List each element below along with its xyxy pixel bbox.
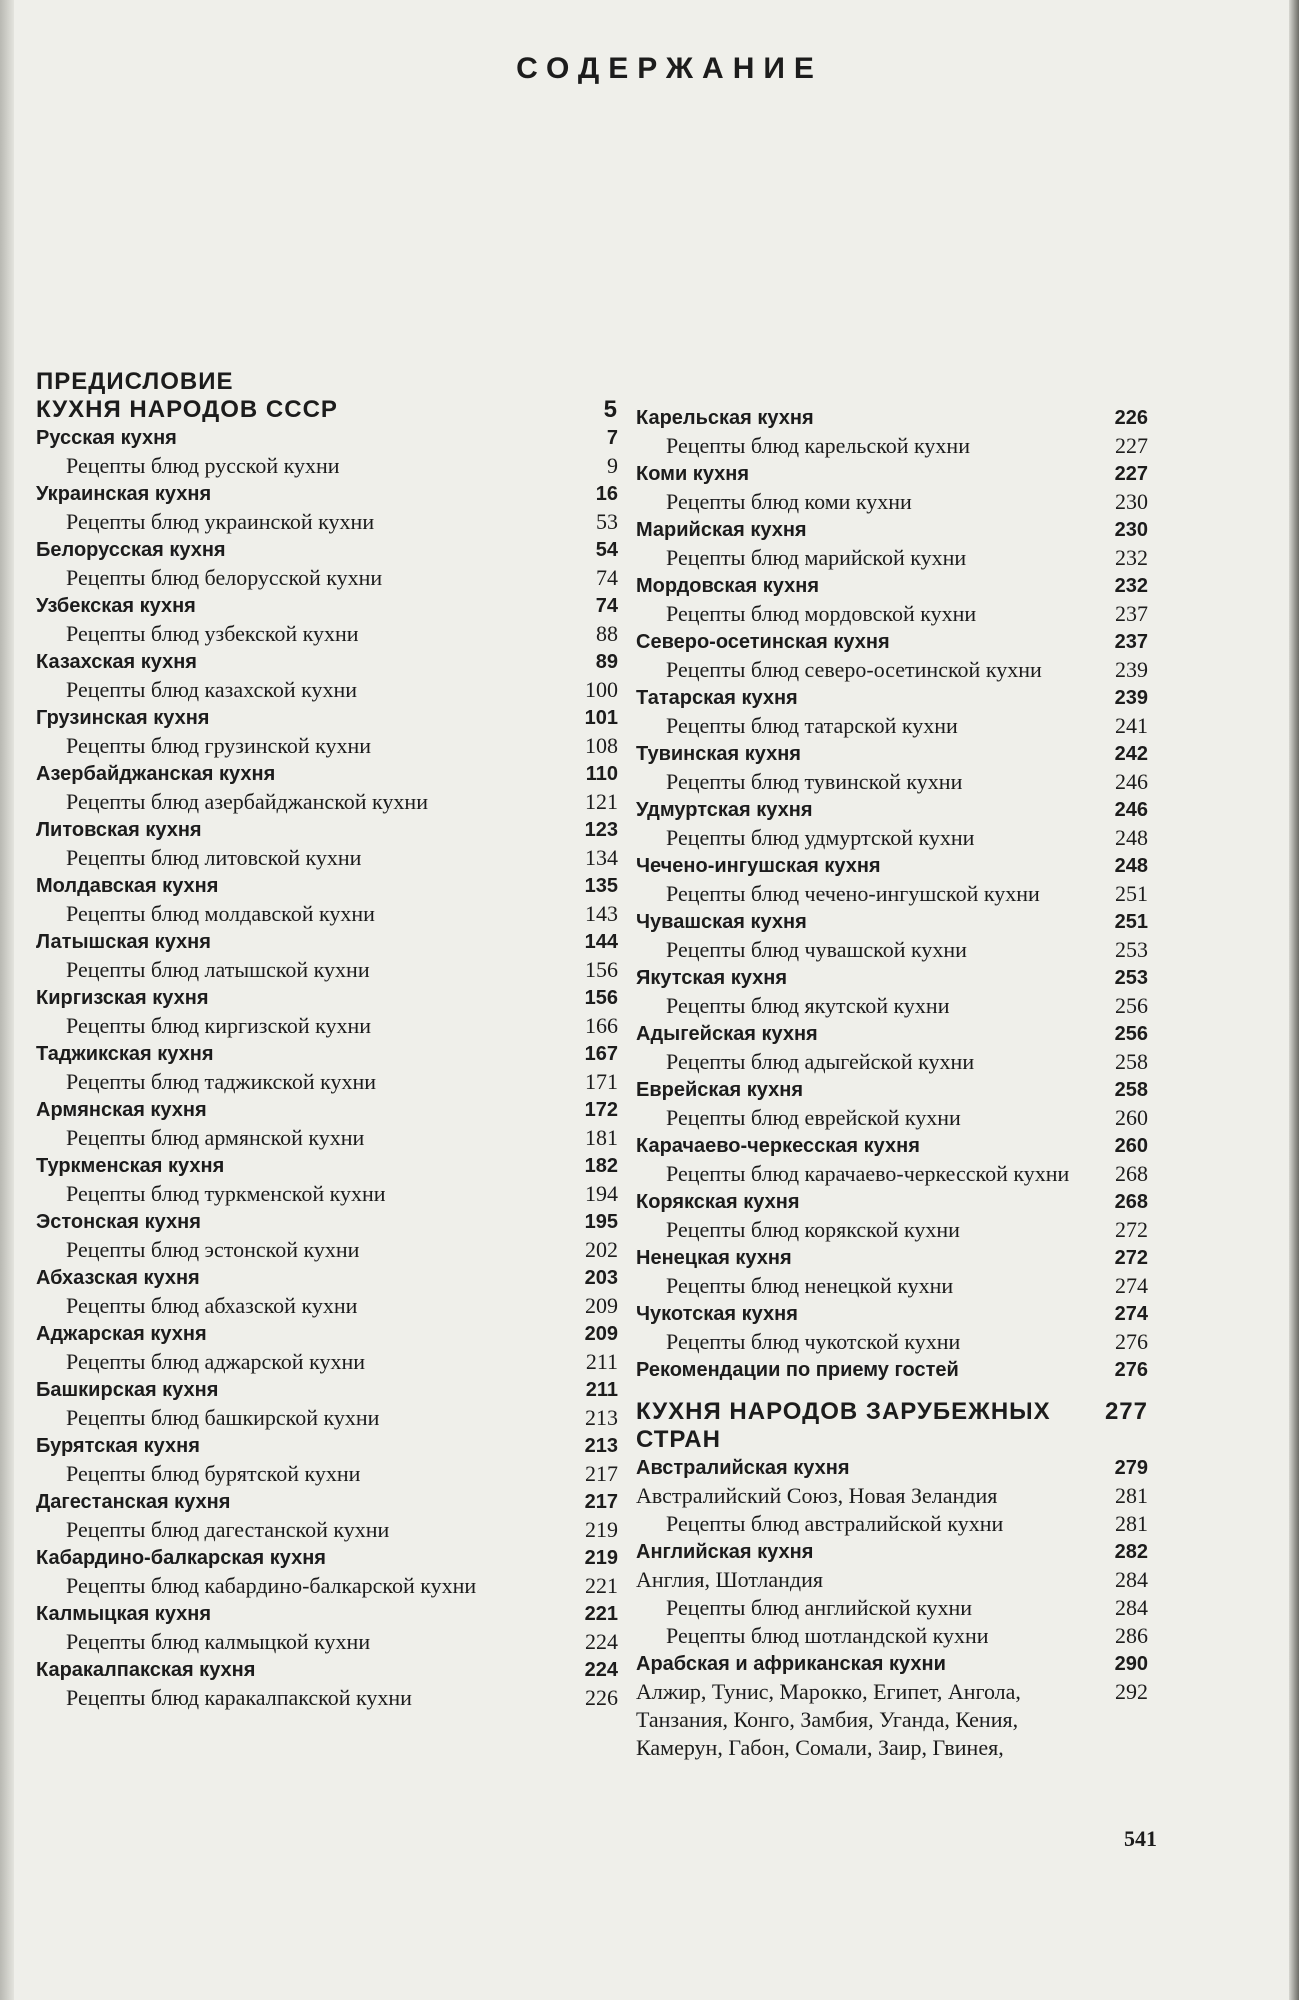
toc-entry-title: Литовская кухня	[36, 819, 202, 841]
toc-entry-page: 260	[1114, 1135, 1148, 1157]
toc-entry-page: 211	[585, 1379, 618, 1401]
toc-entry-title: Рецепты блюд чувашской кухни	[666, 937, 967, 962]
toc-entry-title: Рецепты блюд удмуртской кухни	[666, 825, 975, 850]
toc-entry	[28, 1488, 618, 1516]
toc-entry-title: Молдавская кухня	[36, 875, 219, 897]
toc-entry-title: Рецепты блюд чукотской кухни	[666, 1329, 961, 1354]
toc-entry-page: 209	[585, 1293, 618, 1318]
toc-entry-title: Арабская и африканская кухни	[636, 1653, 946, 1675]
toc-entry-page: 253	[1115, 937, 1148, 962]
toc-entry	[628, 544, 1148, 572]
toc-entry	[628, 768, 1148, 796]
toc-entry-title: Рецепты блюд башкирской кухни	[66, 1405, 380, 1430]
toc-entry	[628, 460, 1148, 488]
toc-entry-title: Рецепты блюд калмыцкой кухни	[66, 1629, 371, 1654]
toc-entry	[628, 1510, 1148, 1538]
toc-entry	[628, 1076, 1148, 1104]
toc-entry-title: Кабардино-балкарская кухня	[36, 1547, 326, 1569]
toc-entry-page: 219	[585, 1517, 618, 1542]
toc-entry-page: 286	[1115, 1623, 1148, 1648]
toc-entry-title: Украинская кухня	[36, 483, 212, 505]
toc-entry	[28, 452, 618, 480]
toc-entry	[28, 592, 618, 620]
toc-entry-title: Корякская кухня	[636, 1191, 800, 1213]
toc-entry	[628, 600, 1148, 628]
toc-entry	[628, 880, 1148, 908]
toc-entry	[28, 1180, 618, 1208]
toc-entry-title: Карачаево-черкесская кухня	[636, 1135, 920, 1157]
toc-entry	[628, 992, 1148, 1020]
toc-entry	[628, 1300, 1148, 1328]
toc-entry-title: Рецепты блюд аджарской кухни	[66, 1349, 366, 1374]
toc-entry-title: ПРЕДИСЛОВИЕ	[36, 368, 234, 395]
toc-entry-page: 226	[1114, 407, 1148, 429]
toc-entry-page: 276	[1114, 1359, 1148, 1381]
toc-entry-page: 284	[1115, 1595, 1148, 1620]
toc-entry-page: 167	[584, 1043, 618, 1065]
toc-entry-page: 258	[1115, 1049, 1148, 1074]
toc-entry	[28, 956, 618, 984]
toc-entry-page: 251	[1115, 881, 1148, 906]
toc-entry	[28, 1152, 618, 1180]
toc-entry	[28, 1012, 618, 1040]
toc-entry	[628, 936, 1148, 964]
toc-entry	[28, 1684, 618, 1712]
toc-entry-page: 221	[584, 1603, 618, 1625]
toc-entry-title: Латышская кухня	[36, 931, 211, 953]
toc-entry-title: Якутская кухня	[636, 967, 788, 989]
toc-entry-title: Чувашская кухня	[636, 911, 807, 933]
toc-entry-title: Рецепты блюд чечено-ингушской кухни	[666, 881, 1040, 906]
toc-entry-title: Белорусская кухня	[36, 539, 226, 561]
toc-entry-title: Узбекская кухня	[36, 595, 196, 617]
page-edge-shadow	[1289, 0, 1299, 2000]
toc-entry	[628, 656, 1148, 684]
toc-entry-page: 213	[584, 1435, 618, 1457]
toc-entry-page: 219	[584, 1547, 618, 1569]
toc-entry	[628, 964, 1148, 992]
toc-entry-page: 224	[584, 1659, 618, 1681]
toc-entry	[628, 1678, 1148, 1762]
toc-entry-title: Аджарская кухня	[36, 1323, 207, 1345]
page-title: СОДЕРЖАНИЕ	[516, 52, 823, 85]
toc-entry-title: Рецепты блюд эстонской кухни	[66, 1237, 360, 1262]
toc-entry-title: Чукотская кухня	[636, 1303, 798, 1325]
toc-entry-page: 230	[1114, 519, 1148, 541]
toc-entry-page: 217	[585, 1461, 618, 1486]
toc-entry-page: 217	[584, 1491, 618, 1513]
toc-entry-title: Рецепты блюд дагестанской кухни	[66, 1517, 390, 1542]
toc-entry-title: Рецепты блюд карельской кухни	[666, 433, 970, 458]
toc-entry-title: Рецепты блюд корякской кухни	[666, 1217, 960, 1242]
toc-entry	[628, 1328, 1148, 1356]
toc-entry-page: 253	[1114, 967, 1148, 989]
toc-entry	[28, 1264, 618, 1292]
toc-entry-title: Казахская кухня	[36, 651, 197, 673]
toc-entry-title: Рецепты блюд абхазской кухни	[66, 1293, 358, 1318]
toc-entry-page: 226	[585, 1685, 618, 1710]
toc-entry	[628, 824, 1148, 852]
toc-entry-page: 282	[1114, 1541, 1148, 1563]
toc-entry-title: Рецепты блюд азербайджанской кухни	[66, 789, 428, 814]
toc-entry-page: 230	[1115, 489, 1148, 514]
toc-entry	[628, 572, 1148, 600]
toc-entry-title: Рецепты блюд узбекской кухни	[66, 621, 359, 646]
toc-entry-page: 211	[585, 1349, 618, 1374]
toc-entry-page: 268	[1114, 1191, 1148, 1213]
toc-entry-page: 232	[1114, 575, 1148, 597]
toc-entry-title: Рецепты блюд английской кухни	[666, 1595, 973, 1620]
toc-entry-page: 224	[585, 1629, 618, 1654]
toc-entry	[628, 712, 1148, 740]
toc-entry-page: 281	[1115, 1511, 1148, 1536]
toc-entry-page: 156	[585, 957, 618, 982]
toc-entry-page: 276	[1115, 1329, 1148, 1354]
toc-entry-title: Рецепты блюд бурятской кухни	[66, 1461, 361, 1486]
toc-entry	[28, 480, 618, 508]
toc-entry	[628, 1272, 1148, 1300]
toc-entry	[628, 1398, 1148, 1454]
toc-entry-page: 260	[1115, 1105, 1148, 1130]
toc-entry-title: Коми кухня	[636, 463, 750, 485]
toc-entry-page: 53	[596, 509, 618, 534]
toc-entry-page: 251	[1114, 911, 1148, 933]
toc-entry-title: Рекомендации по приему гостей	[636, 1359, 959, 1381]
toc-entry-title: Рецепты блюд шотландской кухни	[666, 1623, 989, 1648]
toc-entry-page: 284	[1115, 1567, 1148, 1592]
toc-entry	[628, 1244, 1148, 1272]
toc-entry-page: 221	[585, 1573, 618, 1598]
toc-entry-title: Армянская кухня	[36, 1099, 207, 1121]
toc-entry-page: 181	[585, 1125, 618, 1150]
toc-entry-page: 172	[584, 1099, 618, 1121]
toc-entry-title: Бурятская кухня	[36, 1435, 200, 1457]
toc-entry	[28, 1656, 618, 1684]
toc-entry-page: 171	[585, 1069, 618, 1094]
toc-entry-page: 88	[596, 621, 618, 646]
toc-entry	[28, 1096, 618, 1124]
toc-entry	[628, 740, 1148, 768]
toc-entry-page: 248	[1115, 825, 1148, 850]
toc-entry-page: 110	[585, 763, 618, 785]
toc-entry-page: 227	[1114, 463, 1148, 485]
toc-entry-page: 123	[584, 819, 618, 841]
toc-entry-title: Тувинская кухня	[636, 743, 801, 765]
toc-entry-title: Киргизская кухня	[36, 987, 209, 1009]
toc-entry	[28, 424, 618, 452]
toc-entry	[628, 1160, 1148, 1188]
toc-entry	[28, 1432, 618, 1460]
toc-entry	[628, 1048, 1148, 1076]
toc-entry-page: 237	[1114, 631, 1148, 653]
toc-entry-page: 246	[1114, 799, 1148, 821]
toc-entry-title: Русская кухня	[36, 427, 177, 449]
toc-entry-page: 89	[595, 651, 618, 673]
toc-entry	[28, 368, 618, 396]
toc-entry	[628, 404, 1148, 432]
toc-entry	[28, 1040, 618, 1068]
toc-entry-page: 195	[584, 1211, 618, 1233]
toc-entry-title: КУХНЯ НАРОДОВ ЗАРУБЕЖНЫХ СТРАН	[636, 1398, 1051, 1453]
toc-entry-title: Рецепты блюд украинской кухни	[66, 509, 375, 534]
toc-entry	[628, 516, 1148, 544]
toc-entry-page: 203	[584, 1267, 618, 1289]
toc-entry-title: Рецепты блюд коми кухни	[666, 489, 912, 514]
toc-entry	[28, 1068, 618, 1096]
toc-entry-title: Мордовская кухня	[636, 575, 820, 597]
toc-entry-page: 101	[584, 707, 618, 729]
toc-entry-page: 242	[1114, 743, 1148, 765]
toc-entry-page: 274	[1115, 1273, 1148, 1298]
toc-entry-title: Дагестанская кухня	[36, 1491, 231, 1513]
toc-entry	[628, 432, 1148, 460]
toc-entry-page: 279	[1114, 1457, 1148, 1479]
toc-entry-page: 246	[1115, 769, 1148, 794]
toc-entry-title: Рецепты блюд белорусской кухни	[66, 565, 383, 590]
toc-entry-title: Алжир, Тунис, Марокко, Египет, Ангола, Танзания, Конго, Замбия, Уганда, Кения, Камерун, Габон, Сомали, Заир, Гвинея,	[636, 1679, 1021, 1760]
toc-entry-title: Рецепты блюд карачаево-черкесской кухни	[666, 1161, 1070, 1186]
toc-entry-title: Рецепты блюд грузинской кухни	[66, 733, 372, 758]
toc-entry	[628, 1482, 1148, 1510]
toc-entry	[28, 872, 618, 900]
toc-entry-title: Рецепты блюд еврейской кухни	[666, 1105, 961, 1130]
toc-entry-title: Туркменская кухня	[36, 1155, 225, 1177]
toc-entry-page: 135	[584, 875, 618, 897]
toc-entry	[28, 1544, 618, 1572]
toc-entry	[28, 1600, 618, 1628]
toc-entry-page: 9	[607, 453, 618, 478]
toc-entry-page: 144	[584, 931, 618, 953]
toc-entry-page: 74	[596, 565, 618, 590]
toc-entry	[628, 1650, 1148, 1678]
toc-entry	[28, 1124, 618, 1152]
toc-entry	[28, 1572, 618, 1600]
toc-entry	[28, 648, 618, 676]
toc-entry-title: Таджикская кухня	[36, 1043, 214, 1065]
toc-entry	[628, 1566, 1148, 1594]
toc-entry-title: Рецепты блюд татарской кухни	[666, 713, 958, 738]
toc-entry-title: Азербайджанская кухня	[36, 763, 276, 785]
toc-entry-title: Рецепты блюд австралийской кухни	[666, 1511, 1004, 1536]
toc-entry-page: 16	[595, 483, 618, 505]
toc-entry	[28, 396, 618, 424]
toc-entry-title: Рецепты блюд северо-осетинской кухни	[666, 657, 1042, 682]
toc-entry-title: Адыгейская кухня	[636, 1023, 818, 1045]
toc-entry-title: Карельская кухня	[636, 407, 814, 429]
toc-entry-title: Рецепты блюд ненецкой кухни	[666, 1273, 954, 1298]
toc-entry-title: Каракалпакская кухня	[36, 1659, 256, 1681]
toc-entry-page: 277	[1104, 1398, 1148, 1425]
toc-entry-title: Рецепты блюд адыгейской кухни	[666, 1049, 975, 1074]
toc-entry-page: 121	[585, 789, 618, 814]
toc-entry	[28, 508, 618, 536]
toc-entry-title: Эстонская кухня	[36, 1211, 201, 1233]
toc-entry-title: Англия, Шотландия	[636, 1567, 824, 1592]
toc-entry-page: 134	[585, 845, 618, 870]
toc-entry-page: 54	[595, 539, 618, 561]
toc-entry	[628, 908, 1148, 936]
toc-entry	[28, 1320, 618, 1348]
toc-entry-title: Рецепты блюд кабардино-балкарской кухни	[66, 1573, 477, 1598]
toc-entry-page: 202	[585, 1237, 618, 1262]
toc-entry	[628, 1216, 1148, 1244]
toc-entry-title: КУХНЯ НАРОДОВ СССР	[36, 396, 338, 423]
toc-entry	[628, 1622, 1148, 1650]
toc-entry	[28, 1348, 618, 1376]
toc-entry	[628, 1132, 1148, 1160]
toc-entry-title: Грузинская кухня	[36, 707, 210, 729]
toc-entry	[28, 928, 618, 956]
toc-entry-page: 239	[1115, 657, 1148, 682]
toc-entry-page: 166	[585, 1013, 618, 1038]
toc-entry-title: Австралийский Союз, Новая Зеландия	[636, 1483, 998, 1508]
toc-entry-title: Рецепты блюд русской кухни	[66, 453, 340, 478]
toc-entry-page: 248	[1114, 855, 1148, 877]
toc-entry-title: Рецепты блюд марийской кухни	[666, 545, 967, 570]
toc-entry-page: 5	[603, 396, 618, 423]
toc-entry-title: Удмуртская кухня	[636, 799, 813, 821]
toc-entry	[28, 1208, 618, 1236]
toc-entry	[28, 900, 618, 928]
toc-entry-title: Рецепты блюд киргизской кухни	[66, 1013, 372, 1038]
toc-entry-page: 7	[606, 427, 618, 449]
toc-entry-title: Рецепты блюд тувинской кухни	[666, 769, 963, 794]
toc-entry	[28, 1628, 618, 1656]
toc-entry-page: 268	[1115, 1161, 1148, 1186]
toc-entry	[28, 1236, 618, 1264]
toc-entry	[628, 1538, 1148, 1566]
toc-entry-page: 74	[595, 595, 618, 617]
toc-entry-page: 292	[1115, 1679, 1148, 1704]
toc-entry-title: Австралийская кухня	[636, 1457, 850, 1479]
toc-entry-page: 213	[585, 1405, 618, 1430]
toc-entry-title: Чечено-ингушская кухня	[636, 855, 881, 877]
toc-entry-page: 256	[1114, 1023, 1148, 1045]
toc-entry-title: Татарская кухня	[636, 687, 798, 709]
toc-entry	[628, 1356, 1148, 1384]
toc-entry	[28, 984, 618, 1012]
toc-entry	[28, 1516, 618, 1544]
toc-entry-page: 274	[1114, 1303, 1148, 1325]
toc-entry-title: Рецепты блюд армянской кухни	[66, 1125, 365, 1150]
toc-entry	[628, 852, 1148, 880]
toc-entry	[28, 788, 618, 816]
toc-entry-page: 227	[1115, 433, 1148, 458]
toc-entry	[628, 628, 1148, 656]
toc-entry	[28, 1292, 618, 1320]
toc-entry-page: 239	[1114, 687, 1148, 709]
toc-entry-page: 194	[585, 1181, 618, 1206]
toc-entry	[28, 816, 618, 844]
toc-entry	[28, 760, 618, 788]
toc-entry	[28, 676, 618, 704]
toc-right-column	[628, 404, 1148, 1762]
toc-entry-title: Калмыцкая кухня	[36, 1603, 212, 1625]
toc-entry-title: Рецепты блюд казахской кухни	[66, 677, 358, 702]
toc-entry-page: 281	[1115, 1483, 1148, 1508]
toc-entry-title: Ненецкая кухня	[636, 1247, 792, 1269]
toc-entry-page: 290	[1114, 1653, 1148, 1675]
toc-entry-page: 272	[1114, 1247, 1148, 1269]
toc-entry	[628, 488, 1148, 516]
toc-entry-title: Рецепты блюд якутской кухни	[666, 993, 950, 1018]
toc-entry	[628, 1188, 1148, 1216]
toc-entry	[628, 684, 1148, 712]
toc-entry	[628, 1454, 1148, 1482]
toc-entry-page: 182	[584, 1155, 618, 1177]
toc-entry-title: Рецепты блюд мордовской кухни	[666, 601, 977, 626]
toc-entry-page: 232	[1115, 545, 1148, 570]
toc-entry-title: Рецепты блюд литовской кухни	[66, 845, 362, 870]
toc-entry-page: 256	[1115, 993, 1148, 1018]
toc-entry	[628, 1104, 1148, 1132]
toc-entry	[28, 620, 618, 648]
toc-entry-title: Абхазская кухня	[36, 1267, 200, 1289]
toc-entry-page: 209	[584, 1323, 618, 1345]
toc-entry-title: Рецепты блюд молдавской кухни	[66, 901, 375, 926]
toc-entry-page: 272	[1115, 1217, 1148, 1242]
toc-entry-title: Еврейская кухня	[636, 1079, 804, 1101]
page-gutter-shadow	[0, 0, 14, 2000]
toc-entry-page: 258	[1114, 1079, 1148, 1101]
toc-entry-title: Северо-осетинская кухня	[636, 631, 890, 653]
toc-left-column	[28, 368, 618, 1712]
toc-entry-page: 100	[585, 677, 618, 702]
toc-entry	[28, 1460, 618, 1488]
toc-entry	[28, 1376, 618, 1404]
page-number: 541	[1124, 1826, 1157, 1851]
toc-entry	[628, 1020, 1148, 1048]
toc-entry	[28, 844, 618, 872]
toc-entry-title: Рецепты блюд латышской кухни	[66, 957, 370, 982]
toc-entry-page: 156	[584, 987, 618, 1009]
toc-entry-title: Английская кухня	[636, 1541, 814, 1563]
toc-entry	[28, 1404, 618, 1432]
toc-entry	[28, 564, 618, 592]
toc-entry-page: 108	[585, 733, 618, 758]
toc-entry-title: Рецепты блюд туркменской кухни	[66, 1181, 386, 1206]
toc-entry-title: Башкирская кухня	[36, 1379, 219, 1401]
toc-entry	[28, 704, 618, 732]
toc-entry-page: 237	[1115, 601, 1148, 626]
toc-entry	[28, 732, 618, 760]
toc-entry-title: Марийская кухня	[636, 519, 807, 541]
toc-entry-title: Рецепты блюд таджикской кухни	[66, 1069, 377, 1094]
toc-entry-page: 143	[585, 901, 618, 926]
toc-entry-page: 241	[1115, 713, 1148, 738]
toc-entry	[628, 1594, 1148, 1622]
toc-entry	[28, 536, 618, 564]
toc-entry	[628, 796, 1148, 824]
toc-entry-title: Рецепты блюд каракалпакской кухни	[66, 1685, 412, 1710]
